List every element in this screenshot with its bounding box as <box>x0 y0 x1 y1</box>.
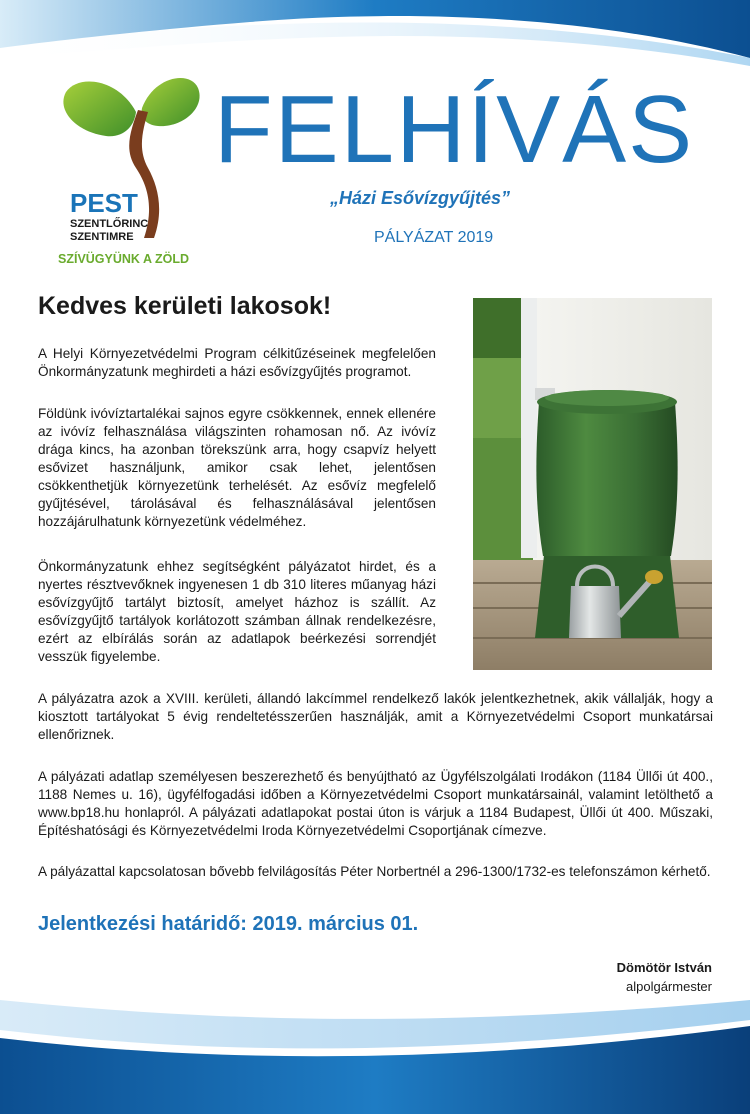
program-subtitle: „Házi Esővízgyűjtés” <box>330 188 511 208</box>
signature-title: alpolgármester <box>626 979 712 994</box>
deadline-notice: Jelentkezési határidő: 2019. március 01. <box>38 913 419 935</box>
paragraph-eligibility: A pályázatra azok a XVIII. kerületi, állandó lakcímmel rendelkező lakók jelentkezhetnek, akik vállalják, hogy a kiosztott tartályokat 5 évig rendeltetésszerűen használják, amit a Környezetvédelmi Csoport munkatársai ellenőriznek. <box>38 691 713 742</box>
rain-barrel-photo <box>473 298 712 670</box>
signature-name: Dömötör István <box>616 960 712 975</box>
paragraph-application: A pályázati adatlap személyesen beszerezhető és benyújtható az Ügyfélszolgálati Irodákon (1184 Üllői út 400., 1188 Nemes u. 16), ügyfélfogadási időben a Környezetvédelmi Csoport munkatársainál, valamint letölthető a www.bp18.hu honlapról. A pályázati adatlapokat postai úton is várjuk a 1184 Budapest, Üllői út 400. Műszaki, Építéshatósági és Környezetvédelmi Iroda Környezetvédelmi Csoportjának címezve. <box>38 769 713 838</box>
paragraph-intro: A Helyi Környezetvédelmi Program célkitűzéseinek megfelelően Önkormányzatunk meghirdeti a házi esővízgyűjtés programot. <box>38 346 436 379</box>
page-title: FELHÍVÁS <box>214 76 695 183</box>
bottom-wave-decoration <box>0 960 750 1114</box>
logo-subtitle-2: SZENTIMRE <box>70 231 134 243</box>
logo-slogan: SZÍVÜGYÜNK A ZÖLD <box>58 252 190 266</box>
logo-name: PEST <box>70 188 138 218</box>
paragraph-offer: Önkormányzatunk ehhez segítségként pályázatot hirdet, és a nyertes résztvevőknek ingyenesen 1 db 310 literes műanyag házi esővízgyűjtő tartályt biztosít, amelyet házhoz is szállít. Az esővízgyűjtő tartályok korlátozott számban állnak rendelkezésre, ezért az elbírálás során az adatlapok beérkezési sorrendjét vesszük figyelembe. <box>38 559 436 664</box>
logo-subtitle-1: SZENTLŐRINC <box>70 218 149 230</box>
greeting-heading: Kedves kerületi lakosok! <box>38 292 332 320</box>
paragraph-contact: A pályázattal kapcsolatosan bővebb felvilágosítás Péter Norbertnél a 296-1300/1732-es telefonszámon kérhető. <box>38 864 711 879</box>
program-year: PÁLYÁZAT 2019 <box>374 229 494 246</box>
paragraph-water: Földünk ivóvíztartalékai sajnos egyre csökkennek, ennek ellenére az ivóvíz felhasználása világszinten rohamosan nő. Az ivóvíz drága kincs, ha azonban törekszünk arra, hogy csapvíz helyett esővizet használjunk, amikor csak lehet, jelentősen csökkenthetjük környezetünk terhelését. Az esővíz megfelelő gyűjtésével, tárolásával és felhasználásával jelentősen hozzájárulhatunk környezetünk védelméhez. <box>38 406 436 529</box>
